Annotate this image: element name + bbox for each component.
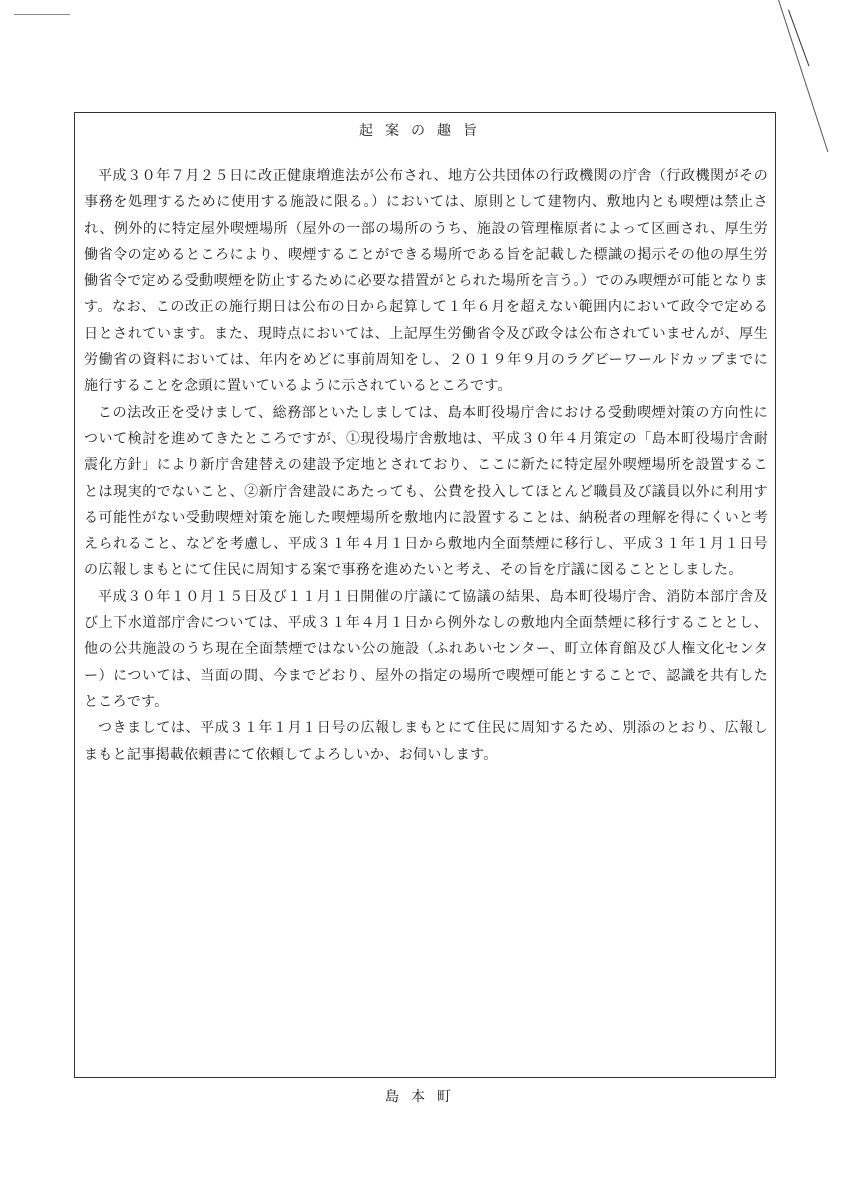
paragraph: 平成３０年７月２５日に改正健康増進法が公布され、地方公共団体の行政機関の庁舎（行政機関がその事務を処理するために使用する施設に限る。）においては、原則として建物内、敷地内とも喫煙は禁止され、例外的に特定屋外喫煙場所（屋外の一部の場所のうち、施設の管理権原者によって区画され、厚生労働省令の定めるところにより、喫煙することができる場所である旨を記載した標識の掲示その他の厚生労働省令で定める受動喫煙を防止するために必要な措置がとられた場所を言う。）でのみ喫煙が可能となります。なお、この改正の施行期日は公布の日から起算して１年６月を超えない範囲内において政令で定める日とされています。また、現時点においては、上記厚生労働省令及び政令は公布されていませんが、厚生労働省の資料においては、年内をめどに事前周知をし、２０１９年９月のラグビーワールドカップまでに施行することを念頭に置いているように示されているところです。 — [84, 168, 768, 395]
document-body — [84, 163, 768, 768]
document-title: 起案の趣旨 — [359, 123, 489, 139]
paragraph: つきましては、平成３１年１月１日号の広報しまもとにて住民に周知するため、別添のとおり、広報しまもと記事掲載依頼書にて依頼してよろしいか、お伺いします。 — [84, 720, 768, 763]
scan-mark — [14, 14, 70, 15]
issuer-name: 島本町 — [385, 1089, 463, 1105]
paragraph: この法改正を受けまして、総務部といたしましては、島本町役場庁舎における受動喫煙対策の方向性について検討を進めてきたところですが、①現役場庁舎敷地は、平成３０年４月策定の「島本町役場庁舎耐震化方針」により新庁舎建替えの建設予定地とされており、ここに新たに特定屋外喫煙場所を設置することは現実的でないこと、②新庁舎建設にあたっても、公費を投入してほとんど職員及び議員以外に利用する可能性がない受動喫煙対策を施した喫煙場所を敷地内に設置することは、納税者の理解を得にくいと考えられること、などを考慮し、平成３１年４月１日から敷地内全面禁煙に移行し、平成３１年１月１日号の広報しまもとにて住民に周知する案で事務を進めたいと考え、その旨を庁議に図ることとしました。 — [84, 404, 768, 579]
paragraph: 平成３０年１０月１５日及び１１月１日開催の庁議にて協議の結果、島本町役場庁舎、消防本部庁舎及び上下水道部庁舎については、平成３１年４月１日から例外なしの敷地内全面禁煙に移行することとし、他の公共施設のうち現在全面禁煙ではない公の施設（ふれあいセンター、町立体育館及び人権文化センター）については、当面の間、今までどおり、屋外の指定の場所で喫煙可能とすることで、認識を共有したところです。 — [84, 588, 768, 710]
